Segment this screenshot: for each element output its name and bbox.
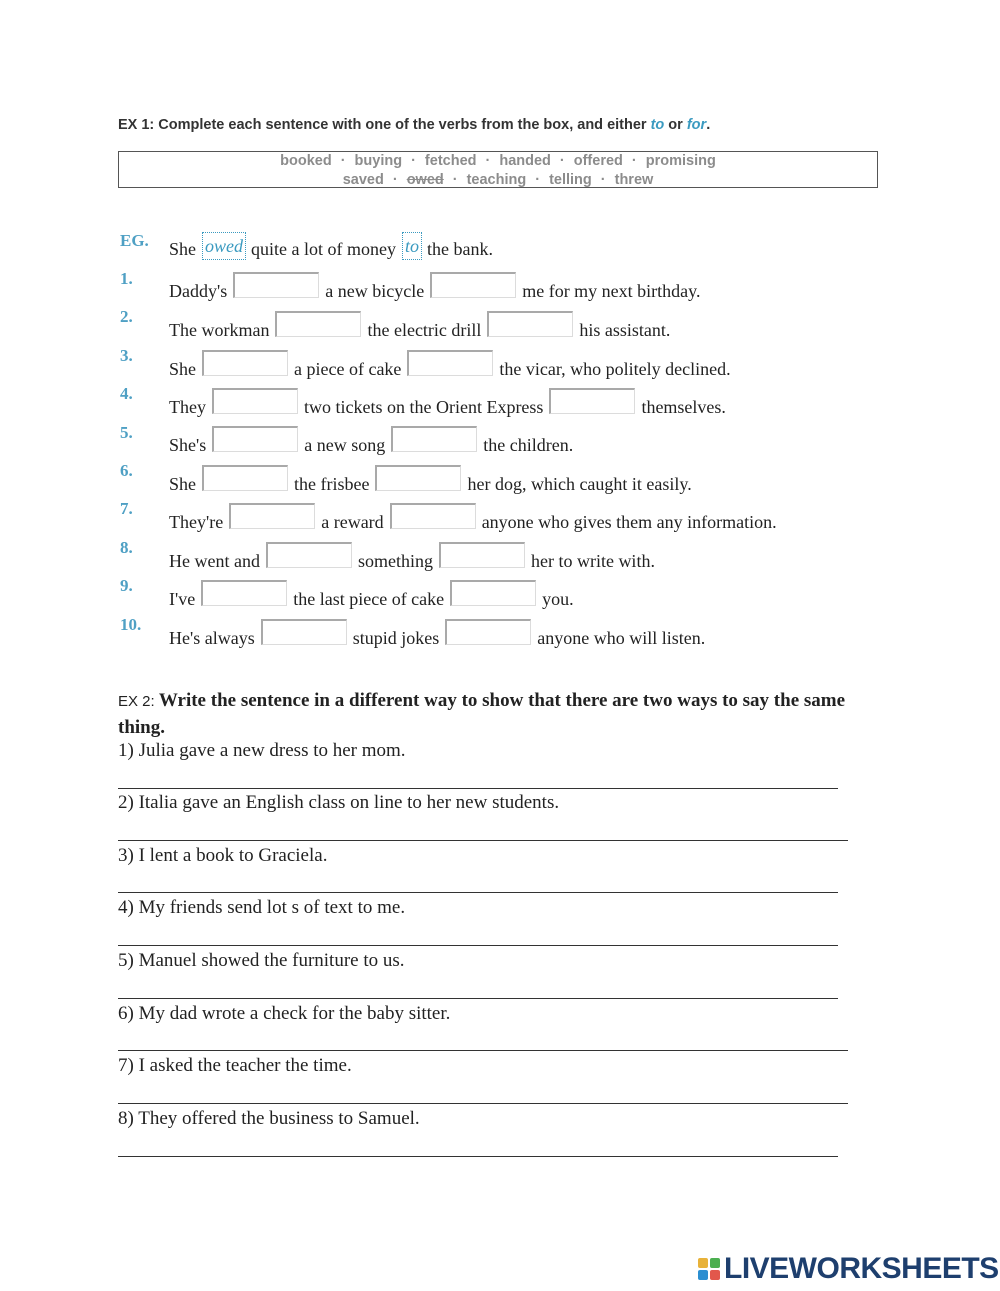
exercise-item-7: [169, 507, 783, 533]
verb-blank-7[interactable]: [229, 503, 315, 529]
separator: ·: [392, 172, 398, 188]
exercise-1-title: [118, 117, 710, 133]
example-word: the bank.: [426, 239, 493, 259]
rewrite-sentence-6: 6) My dad wrote a check for the baby sitter.: [118, 1003, 451, 1024]
item-text: a reward: [321, 512, 384, 532]
preposition-blank-8[interactable]: [439, 542, 525, 568]
item-text: a new bicycle: [325, 281, 425, 301]
exercise-item-8: [169, 546, 661, 572]
exercise-1-instruction: EX 1: Complete each sentence with one of the verbs from the box, and either: [118, 117, 651, 133]
item-text: anyone who will listen.: [537, 628, 706, 648]
preposition-blank-9[interactable]: [450, 580, 536, 606]
preposition-blank-7[interactable]: [390, 503, 476, 529]
word-fetched: fetched: [424, 153, 477, 169]
exercise-item-10: [169, 623, 711, 649]
separator: ·: [340, 153, 346, 169]
word-telling: telling: [549, 172, 592, 188]
item-text: two tickets on the Orient Express: [303, 397, 544, 417]
exercise-2-instruction: Write the sentence in a different way to show that there are two ways to say the same thing.: [118, 690, 846, 738]
word-threw: threw: [614, 172, 654, 188]
rewrite-sentence-5: 5) Manuel showed the furniture to us.: [118, 950, 405, 971]
item-number: 10.: [120, 615, 142, 634]
logo-tiles-icon: [698, 1258, 720, 1280]
exercise-item-9: [169, 584, 580, 610]
item-text: She's: [169, 435, 207, 455]
verb-blank-1[interactable]: [233, 272, 319, 298]
word-handed: handed: [499, 153, 551, 169]
logo-text: LIVEWORKSHEETS: [724, 1252, 999, 1285]
item-text: something: [357, 551, 433, 571]
verb-blank-6[interactable]: [202, 465, 288, 491]
item-text: the last piece of cake: [293, 589, 445, 609]
exercise-item-6: [169, 469, 698, 495]
item-text: the children.: [483, 435, 574, 455]
preposition-blank-10[interactable]: [445, 619, 531, 645]
preposition-blank-3[interactable]: [407, 350, 493, 376]
preposition-blank-1[interactable]: [430, 272, 516, 298]
separator: ·: [411, 153, 416, 169]
rewrite-sentence-3: 3) I lent a book to Graciela.: [118, 845, 328, 866]
item-text: me for my next birthday.: [522, 281, 701, 301]
item-number: 4.: [120, 384, 133, 403]
item-text: stupid jokes: [352, 628, 440, 648]
separator: ·: [485, 153, 491, 169]
item-number: 5.: [120, 423, 133, 442]
separator: ·: [452, 172, 458, 188]
verb-word-box: [118, 151, 878, 188]
verb-blank-4[interactable]: [212, 388, 298, 414]
example-word: She: [169, 239, 196, 259]
verb-blank-9[interactable]: [201, 580, 287, 606]
item-text: anyone who gives them any information.: [481, 512, 777, 532]
answer-line-3[interactable]: [118, 892, 838, 893]
exercise-item-5: [169, 430, 579, 456]
rewrite-sentence-1: 1) Julia gave a new dress to her mom.: [118, 740, 406, 761]
preposition-blank-6[interactable]: [375, 465, 461, 491]
word-box-row-1: [119, 152, 877, 171]
item-text: She: [169, 474, 196, 494]
word-saved: saved: [342, 172, 384, 188]
item-text: a piece of cake: [294, 359, 402, 379]
item-text: a new song: [304, 435, 386, 455]
example-label: EG.: [120, 231, 149, 250]
word-booked: booked: [280, 153, 332, 169]
verb-blank-10[interactable]: [261, 619, 347, 645]
liveworksheets-logo: [698, 1252, 999, 1286]
answer-line-6[interactable]: [118, 1050, 848, 1051]
verb-blank-3[interactable]: [202, 350, 288, 376]
item-text: He went and: [169, 551, 260, 571]
verb-blank-2[interactable]: [275, 311, 361, 337]
preposition-blank-5[interactable]: [391, 426, 477, 452]
example-answer-preposition: to: [402, 232, 422, 260]
word-buying: buying: [354, 153, 403, 169]
exercise-2-label: EX 2:: [118, 693, 159, 710]
exercise-item-3: [169, 354, 737, 380]
item-text: Daddy's: [169, 281, 228, 301]
word-owed-struck: owed: [406, 172, 444, 188]
separator: ·: [600, 172, 606, 188]
separator: ·: [631, 153, 637, 169]
exercise-item-1: [169, 276, 707, 302]
item-text: the vicar, who politely declined.: [499, 359, 731, 379]
item-text: the frisbee: [294, 474, 370, 494]
item-text: He's always: [169, 628, 255, 648]
item-text: I've: [169, 589, 196, 609]
item-text: They're: [169, 512, 224, 532]
item-text: The workman: [169, 320, 270, 340]
exercise-item-4: [169, 392, 732, 418]
answer-line-5[interactable]: [118, 998, 838, 999]
answer-line-8[interactable]: [118, 1156, 838, 1157]
word-offered: offered: [573, 153, 623, 169]
answer-line-7[interactable]: [118, 1103, 848, 1104]
example-answer-verb: owed: [202, 232, 246, 260]
rewrite-sentence-8: 8) They offered the business to Samuel.: [118, 1108, 420, 1129]
answer-line-1[interactable]: [118, 788, 838, 789]
item-number: 1.: [120, 269, 133, 288]
item-number: 2.: [120, 307, 133, 326]
item-text: his assistant.: [579, 320, 671, 340]
item-number: 7.: [120, 499, 133, 518]
keyword-to: to: [650, 117, 665, 133]
logo-tile-v: [698, 1270, 708, 1280]
keyword-for: for: [686, 117, 707, 133]
preposition-blank-2[interactable]: [487, 311, 573, 337]
word-teaching: teaching: [466, 172, 527, 188]
exercise-2-title: [118, 688, 888, 741]
item-text: you.: [542, 589, 574, 609]
item-text: her to write with.: [530, 551, 655, 571]
rewrite-sentence-7: 7) I asked the teacher the time.: [118, 1055, 352, 1076]
separator: ·: [535, 172, 541, 188]
exercise-item-2: [169, 315, 676, 341]
verb-blank-5[interactable]: [212, 426, 298, 452]
item-number: 6.: [120, 461, 133, 480]
rewrite-sentence-4: 4) My friends send lot s of text to me.: [118, 897, 406, 918]
answer-line-2[interactable]: [118, 840, 848, 841]
item-text: They: [169, 397, 206, 417]
word-box-row-2: [119, 171, 877, 190]
item-text: her dog, which caught it easily.: [467, 474, 692, 494]
word-or: or: [664, 117, 687, 133]
verb-blank-8[interactable]: [266, 542, 352, 568]
rewrite-sentence-2: 2) Italia gave an English class on line to her new students.: [118, 792, 560, 813]
item-text: themselves.: [641, 397, 726, 417]
logo-tile-i: [710, 1258, 720, 1268]
item-number: 9.: [120, 576, 133, 595]
logo-tile-l: [698, 1258, 708, 1268]
preposition-blank-4[interactable]: [549, 388, 635, 414]
example-word: quite a lot of money: [251, 239, 396, 259]
answer-line-4[interactable]: [118, 945, 838, 946]
item-text: She: [169, 359, 196, 379]
item-text: the electric drill: [367, 320, 482, 340]
logo-tile-e: [710, 1270, 720, 1280]
title-period: .: [706, 117, 711, 133]
separator: ·: [559, 153, 565, 169]
word-promising: promising: [645, 153, 716, 169]
item-number: 3.: [120, 346, 133, 365]
example-sentence: [169, 232, 499, 260]
item-number: 8.: [120, 538, 133, 557]
